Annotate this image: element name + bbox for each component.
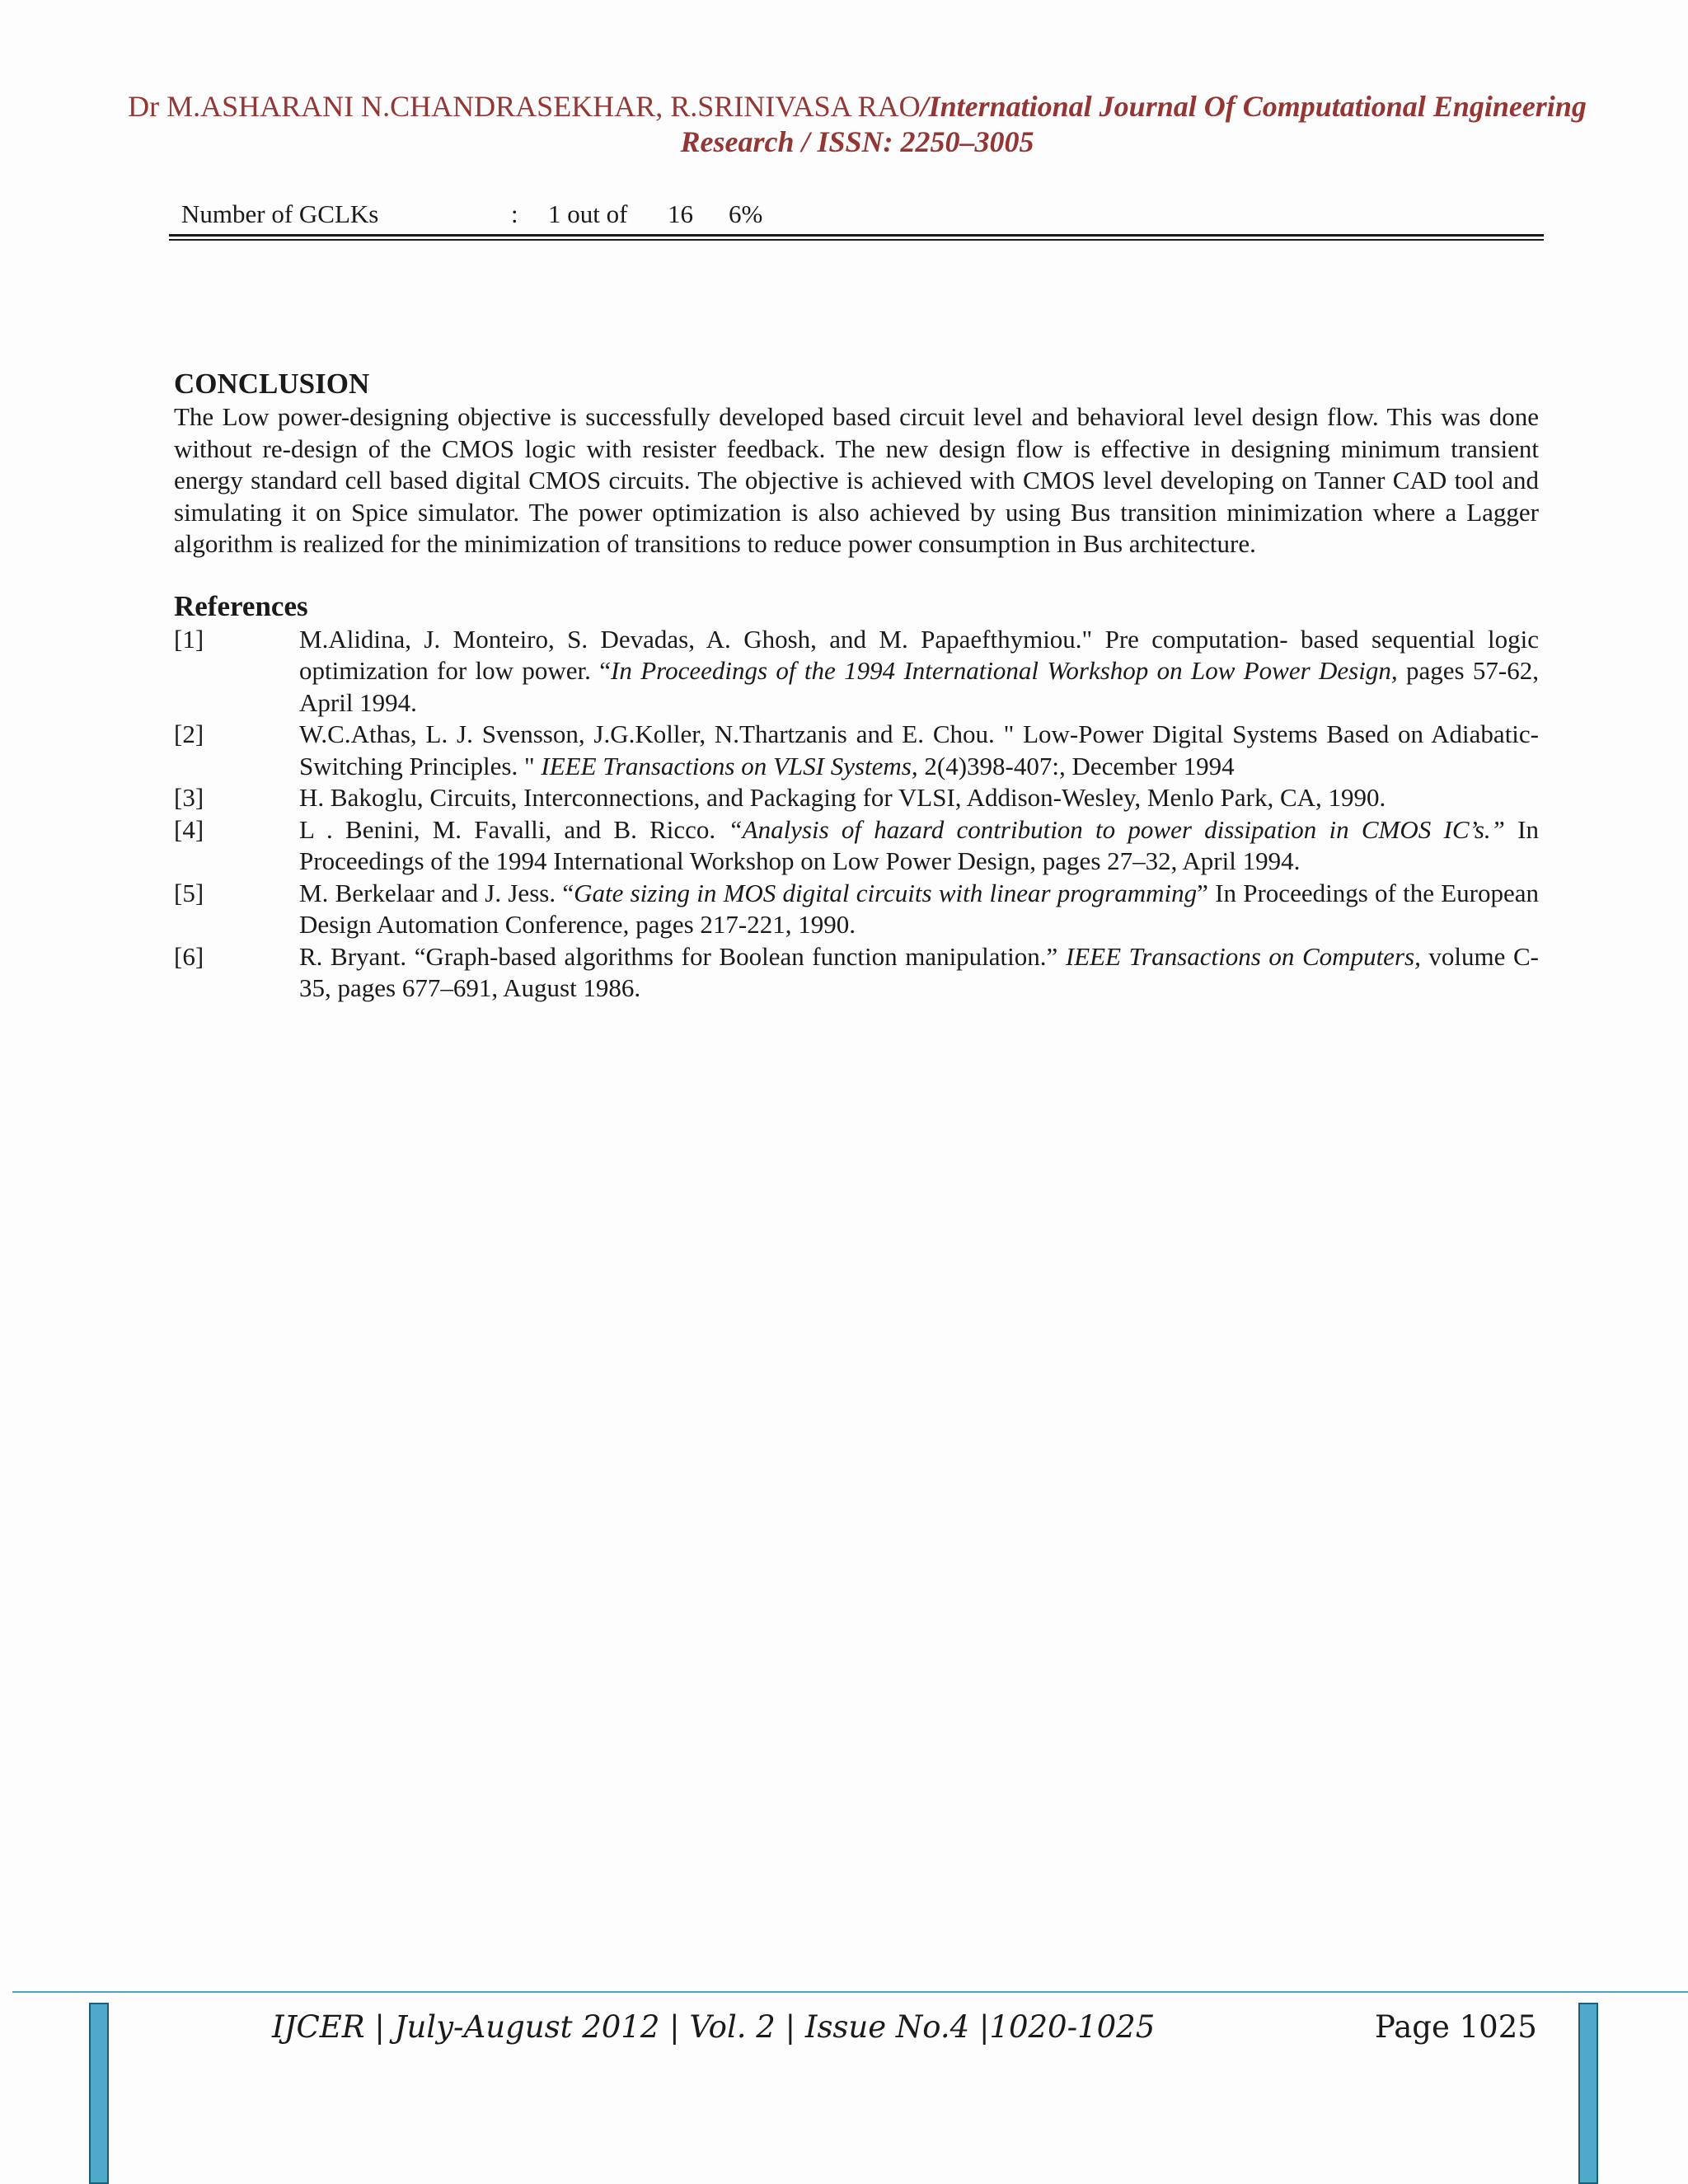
- reference-list: [174, 624, 1539, 1005]
- reference-number: [5]: [174, 878, 204, 907]
- reference-text-tail: pages 57-62, April 1994.: [299, 656, 1539, 717]
- reference-number: [6]: [174, 941, 204, 971]
- table-row-used: 1 out of: [548, 199, 628, 228]
- table-row-label: Number of GCLKs: [181, 199, 379, 228]
- reference-item: [174, 814, 1539, 878]
- conclusion-text: The Low power-designing objective is successfully developed based circuit level and behavioral level design flow. This was done without re-design of the CMOS logic with resister feedback. The new design flow is effective in designing minimum transient energy standard cell based digital CMOS circuits. The objective is achieved with CMOS level developing on Tanner CAD tool and simulating it on Spice simulator. The power optimization is also achieved by using Bus transition minimization where a Lagger algorithm is realized for the minimization of transitions to reduce power consumption in Bus architecture.: [174, 402, 1539, 558]
- running-header: [124, 89, 1591, 160]
- reference-item: [174, 878, 1539, 941]
- reference-text-tail: ” In Proceedings of the European Design Automation Conference, pages 217-221, 1990.: [299, 878, 1539, 939]
- reference-text-tail: In Proceedings of the 1994 International Workshop on Low Power Design, pages 27–32, April 1994.: [299, 814, 1539, 875]
- reference-text: H. Bakoglu, Circuits, Interconnections, and Packaging for VLSI, Addison-Wesley, Menlo Park, CA, 1990.: [299, 783, 1386, 812]
- reference-text: W.C.Athas, L. J. Svensson, J.G.Koller, N.Thartzanis and E. Chou. " Low-Power Digital Systems Based on Adiabatic-Switching Principles. ": [299, 719, 1539, 780]
- table-rule-bottom: [169, 239, 1544, 241]
- reference-item: [174, 719, 1539, 782]
- reference-italic: “Analysis of hazard contribution to power dissipation in CMOS IC’s.”: [728, 814, 1505, 844]
- reference-text-tail: volume C-35, pages 677–691, August 1986.: [299, 941, 1539, 1002]
- reference-item: [174, 782, 1539, 814]
- reference-text: M. Berkelaar and J. Jess. “: [299, 878, 574, 907]
- reference-text: L . Benini, M. Favalli, and B. Ricco.: [299, 814, 729, 844]
- reference-italic: Gate sizing in MOS digital circuits with linear programming: [574, 878, 1198, 907]
- references-heading: References: [174, 589, 308, 622]
- table-row-percent: 6%: [729, 199, 763, 228]
- footer-page-number: Page 1025: [1375, 2009, 1537, 2045]
- reference-number: [4]: [174, 814, 204, 844]
- reference-text: R. Bryant. “Graph-based algorithms for Boolean function manipulation.”: [299, 941, 1066, 971]
- reference-item: [174, 941, 1539, 1005]
- reference-number: [3]: [174, 783, 204, 812]
- header-authors: Dr M.ASHARANI N.CHANDRASEKHAR, R.SRINIVASA RAO: [128, 90, 921, 123]
- reference-text: M.Alidina, J. Monteiro, S. Devadas, A. Ghosh, and M. Papaefthymiou." Pre computation- based sequential logic optimization for low power. “: [299, 624, 1539, 685]
- reference-italic: IEEE Transactions on VLSI Systems,: [541, 751, 918, 780]
- reference-number: [2]: [174, 719, 204, 748]
- footer-bar-left: [89, 2003, 109, 2184]
- table-row-colon: :: [511, 199, 518, 228]
- table-rule-top: [169, 234, 1544, 237]
- conclusion-heading: CONCLUSION: [174, 368, 370, 400]
- reference-text-tail: 2(4)398-407:, December 1994: [917, 751, 1235, 780]
- footer-bar-right: [1578, 2003, 1598, 2184]
- reference-italic: In Proceedings of the 1994 International Workshop on Low Power Design,: [611, 656, 1398, 685]
- footer-divider: [12, 1991, 1688, 1993]
- header-journal: /International Journal Of Computational Engineering Research / ISSN: 2250–3005: [680, 90, 1587, 158]
- table-row-total: 16: [668, 199, 693, 228]
- reference-item: [174, 624, 1539, 719]
- footer-journal-info: IJCER | July-August 2012 | Vol. 2 | Issue No.4 |1020-1025: [272, 2009, 1156, 2045]
- reference-italic: IEEE Transactions on Computers,: [1065, 941, 1421, 971]
- reference-number: [1]: [174, 624, 204, 654]
- main-content: [174, 367, 1539, 1005]
